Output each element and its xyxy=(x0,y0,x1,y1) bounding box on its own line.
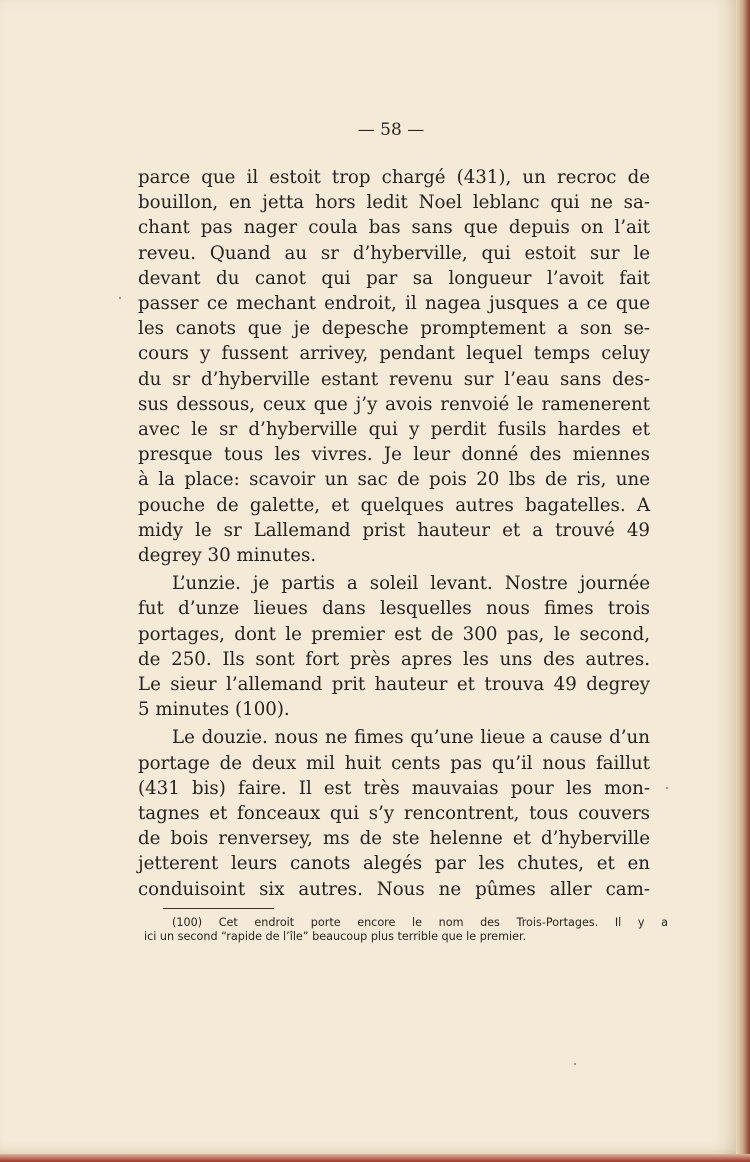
page-number: — 58 — xyxy=(357,120,425,140)
body-text xyxy=(138,165,650,902)
text-line: jetterent leurs canots alegés par les chutes, et en xyxy=(138,853,650,875)
footnote-line: ici un second “rapide de l’île” beaucoup plus terrible que le premier. xyxy=(144,930,527,944)
text-line: cours y fussent arrivey, pendant lequel temps celuy xyxy=(138,343,650,365)
text-line: reveu. Quand au sr d’hyberville, qui estoit sur le xyxy=(138,242,650,264)
footnote xyxy=(144,916,668,944)
text-line: de bois renversey, ms de ste helenne et d’hyberville xyxy=(138,828,650,850)
text-line: du sr d’hyberville estant revenu sur l’eau sans des- xyxy=(138,368,650,390)
text-line: L’unzie. je partis a soleil levant. Nostre journée xyxy=(172,573,650,595)
text-line: presque tous les vivres. Je leur donné des miennes xyxy=(138,444,650,466)
text-line: les canots que je depesche promptement a son se- xyxy=(138,318,650,340)
page-edge-right xyxy=(736,0,750,1162)
paragraph xyxy=(138,725,650,901)
paper-fleck xyxy=(666,787,668,789)
text-line: chant pas nager coula bas sans que depuis on l’ait xyxy=(138,217,650,239)
text-line: degrey 30 minutes. xyxy=(138,545,317,567)
text-line: à la place: scavoir un sac de pois 20 lbs de ris, une xyxy=(138,469,650,491)
text-line: de 250. Ils sont fort près apres les uns des autres. xyxy=(138,648,650,670)
text-line: Le douzie. nous ne fimes qu’une lieue a cause d’un xyxy=(172,727,650,749)
paragraph xyxy=(138,165,650,568)
text-line: (431 bis) faire. Il est très mauvaias pour les mon- xyxy=(138,777,650,799)
text-line: conduisoint six autres. Nous ne pûmes aller cam- xyxy=(138,878,650,900)
text-line: parce que il estoit trop chargé (431), un recroc de xyxy=(138,167,650,188)
text-line: sus dessous, ceux que j’y avois renvoié le ramenerent xyxy=(138,393,650,415)
page-edge-bottom xyxy=(0,1154,750,1162)
paper-fleck xyxy=(119,297,121,299)
footnote-rule xyxy=(163,908,274,909)
text-line: avec le sr d’hyberville qui y perdit fusils hardes et xyxy=(138,419,650,441)
text-line: 5 minutes (100). xyxy=(138,699,290,721)
paper-fleck xyxy=(574,1063,576,1065)
footnote-line: (100) Cet endroit porte encore le nom des Trois-Portages. Il y a xyxy=(172,916,668,929)
text-line: bouillon, en jetta hors ledit Noel leblanc qui ne sa- xyxy=(138,192,650,214)
text-line: portage de deux mil huit cents pas qu’il nous faillut xyxy=(138,752,650,774)
text-line: pouche de galette, et quelques autres bagatelles. A xyxy=(138,494,650,516)
text-line: portages, dont le premier est de 300 pas, le second, xyxy=(138,623,650,645)
text-line: midy le sr Lallemand prist hauteur et a trouvé 49 xyxy=(138,519,650,541)
text-line: Le sieur l’allemand prit hauteur et trouva 49 degrey xyxy=(138,674,650,696)
paragraph xyxy=(138,571,650,722)
text-line: passer ce mechant endroit, il nagea jusques a ce que xyxy=(138,293,650,315)
text-line: devant du canot qui par sa longueur l’avoit fait xyxy=(138,267,650,289)
text-line: fut d’unze lieues dans lesquelles nous fimes trois xyxy=(138,598,650,620)
text-line: tagnes et fonceaux qui s’y rencontrent, tous couvers xyxy=(138,803,650,825)
